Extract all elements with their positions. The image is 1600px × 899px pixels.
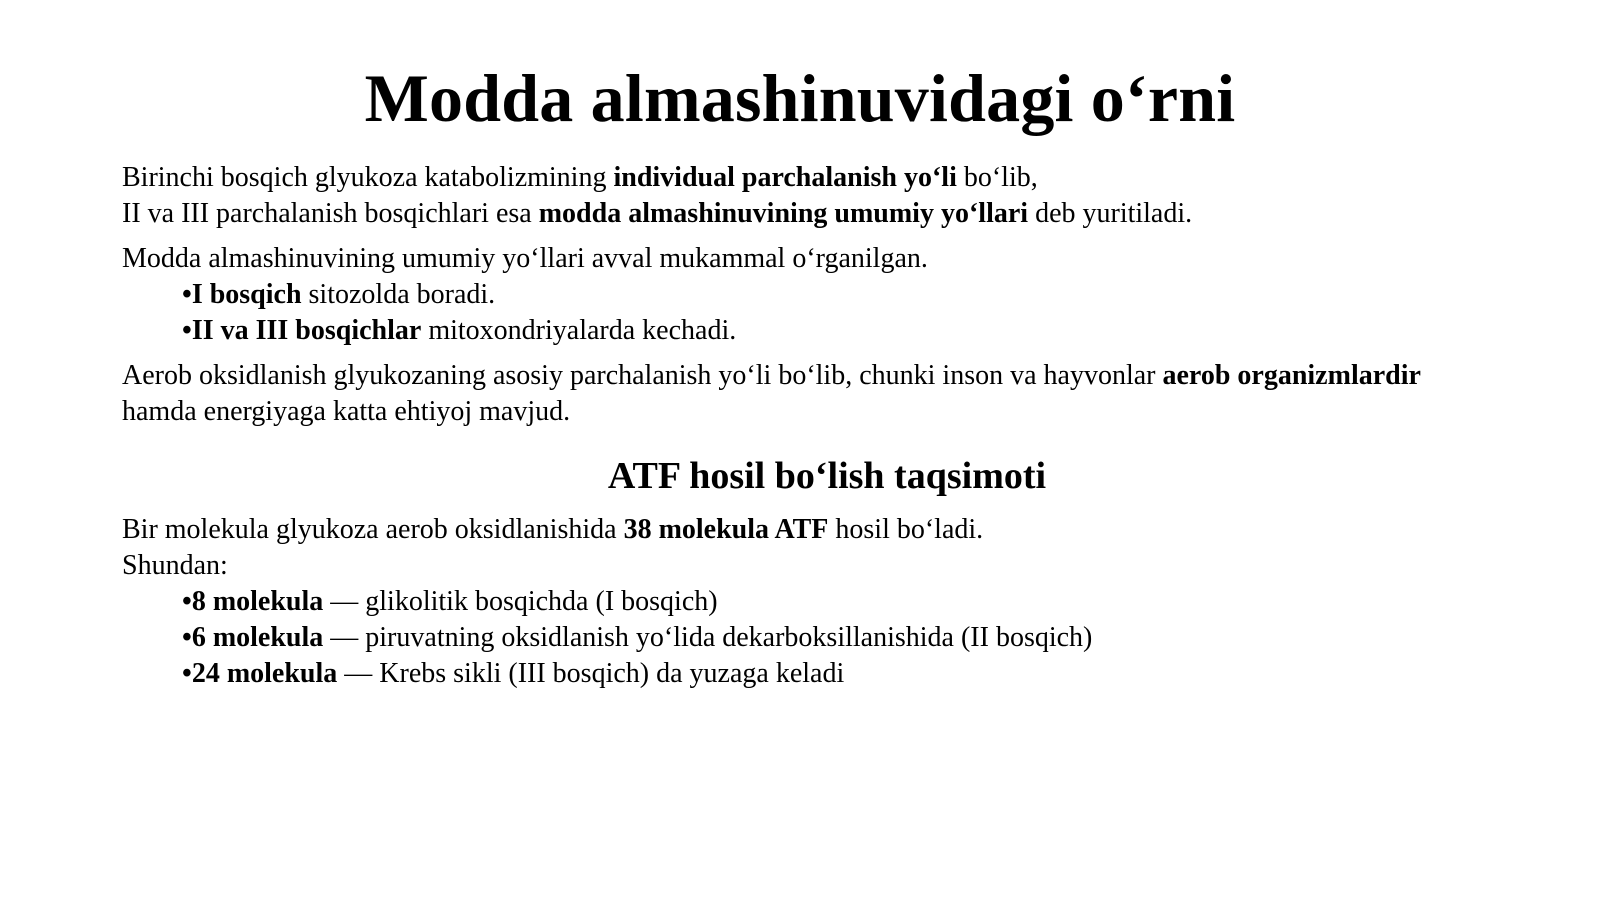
- list-item-bold: 24 molekula: [191, 658, 338, 689]
- stage-location-list: [122, 277, 1502, 349]
- list-item: [182, 656, 1502, 692]
- list-item: [182, 277, 1502, 313]
- list-item-bold: II va III bosqichlar: [191, 315, 422, 346]
- atp-bold: 38 molekula ATF: [623, 514, 829, 545]
- aerobic-text-2: hamda energiyaga katta ehtiyoj mavjud.: [122, 396, 571, 427]
- list-item-bold: I bosqich: [191, 279, 302, 310]
- paragraph-aerobic: [122, 358, 1502, 430]
- intro-text-1: Birinchi bosqich glyukoza katabolizmining: [122, 162, 614, 193]
- list-item: [182, 313, 1502, 349]
- section-subtitle: ATF hosil bo‘lish taqsimoti: [607, 455, 1047, 497]
- paragraph-atp-total: [122, 512, 1502, 548]
- intro-text-4: deb yuritiladi.: [1028, 198, 1193, 229]
- intro-text-3: II va III parchalanish bosqichlari esa: [122, 198, 539, 229]
- list-item-text: — Krebs sikli (III bosqich) da yuzaga keladi: [337, 658, 845, 689]
- paragraph-intro: [122, 160, 1502, 232]
- list-item-text: — piruvatning oksidlanish yo‘lida dekarboksillanishida (II bosqich): [323, 622, 1093, 653]
- list-item-bold: 8 molekula: [191, 586, 324, 617]
- list-item-text: sitozolda boradi.: [301, 279, 496, 310]
- bullet-icon: •: [182, 622, 192, 653]
- bullet-icon: •: [182, 279, 192, 310]
- bullet-icon: •: [182, 586, 192, 617]
- intro-text-2: bo‘lib,: [956, 162, 1038, 193]
- bullet-icon: •: [182, 315, 192, 346]
- list-item-text: mitoxondriyalarda kechadi.: [421, 315, 737, 346]
- aerobic-text-1: Aerob oksidlanish glyukozaning asosiy parchalanish yo‘li bo‘lib, chunki inson va hayvonlar: [122, 360, 1163, 391]
- list-item: [182, 620, 1502, 656]
- bullet-icon: •: [182, 658, 192, 689]
- intro-bold-1: individual parchalanish yo‘li: [613, 162, 957, 193]
- list-item-text: — glikolitik bosqichda (I bosqich): [323, 586, 718, 617]
- slide-content: [122, 160, 1502, 701]
- intro-bold-2: modda almashinuvining umumiy yo‘llari: [538, 198, 1029, 229]
- atp-text-1: Bir molekula glyukoza aerob oksidlanishida: [122, 514, 624, 545]
- atp-distribution-list: [122, 584, 1502, 692]
- list-item: [182, 584, 1502, 620]
- slide-title: Modda almashinuvidagi o‘rni: [364, 60, 1236, 136]
- atp-text-2: hosil bo‘ladi.: [828, 514, 984, 545]
- list-item-bold: 6 molekula: [191, 622, 324, 653]
- aerobic-bold: aerob organizmlardir: [1162, 360, 1421, 391]
- paragraph-common-pathways: Modda almashinuvining umumiy yo‘llari avval mukammal o‘rganilgan.: [122, 243, 928, 274]
- paragraph-of-which: Shundan:: [122, 550, 228, 581]
